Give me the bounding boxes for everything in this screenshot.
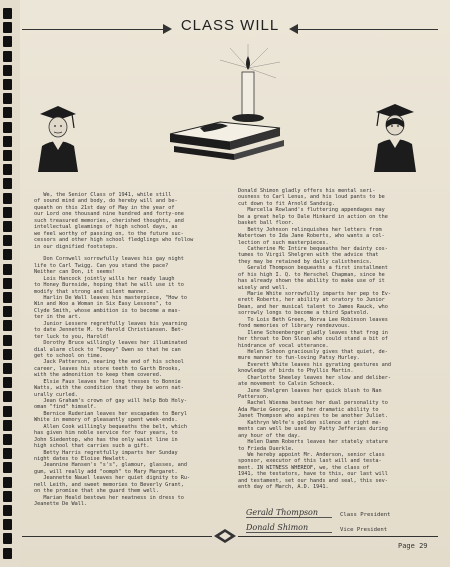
binding-hole	[3, 51, 12, 62]
will-text-line: June Shelgren leaves her quick blush to Nan	[238, 387, 382, 394]
will-text-line: Gerald Thompson bequeaths a first installment	[238, 265, 388, 272]
will-text-line: Watertown to Ida Jane Roberts, who wants a col-	[238, 233, 385, 240]
arrow-right-icon	[289, 24, 298, 34]
role-president: Class President	[340, 512, 391, 518]
will-text-line: sorrowly longs to become a third Spatvold.	[238, 310, 370, 317]
will-text-line: Junior Lessere regretfully leaves his yearning	[34, 320, 188, 327]
will-text-line: her throat to Don Sloan who could stand a bit of	[238, 336, 388, 343]
will-text-line: cessors and other high school fledglings who follow	[34, 237, 194, 244]
binding-hole	[3, 434, 12, 445]
binding-hole	[3, 193, 12, 204]
binding-hole	[3, 249, 12, 260]
binding-hole	[3, 150, 12, 161]
will-text-line: to date Jennette M. to Harold Christiansen. Bet-	[34, 327, 184, 334]
will-text-line: John Siedentop, who has the only waist line in	[34, 436, 178, 443]
will-text-line: of sound mind and body, do hereby will and be-	[34, 198, 178, 205]
will-text-line: wisely and well.	[238, 284, 288, 291]
binding-hole	[3, 349, 12, 360]
binding-hole	[3, 320, 12, 331]
will-text-line: our Lord one thousand nine hundred and forty-one	[34, 211, 184, 218]
binding-hole	[3, 93, 12, 104]
will-text-line: Dean, and her musical talent to James Rauck, who	[238, 303, 388, 310]
will-text-line: Patterson.	[238, 394, 270, 400]
will-text-line: Dorothy Bruce willingly leaves her illuminated	[34, 340, 188, 347]
binding-hole	[3, 548, 12, 559]
header-rule-right	[298, 29, 438, 30]
binding-hole	[3, 22, 12, 33]
binding-hole	[3, 178, 12, 189]
binding-hole	[3, 36, 12, 47]
binding-hole	[3, 264, 12, 275]
will-text-line: Jeannine Hansen's "s's", glamour, glasses, and	[34, 462, 188, 469]
will-text-line: any hour of the day.	[238, 432, 301, 439]
will-text-line: Allen Cook willingly bequeaths the belt, which	[34, 423, 188, 430]
will-text-line: basket ball floor.	[238, 220, 295, 227]
will-text-line: enth day of March, A.D. 1941.	[238, 484, 329, 491]
will-text-line: Harlin De Wall leaves his masterpiece, "How to	[34, 295, 188, 301]
binding-hole	[3, 122, 12, 133]
role-vice-president: Vice President	[340, 527, 388, 533]
binding-hole	[3, 207, 12, 218]
binding-hole	[3, 136, 12, 147]
will-text-line: nell Leith, and sweet memories to Beverly Grant,	[34, 481, 184, 488]
will-text-line: Bernice Ruderian leaves her escapades to Beryl	[34, 410, 188, 417]
binding-hole	[3, 363, 12, 374]
binding-hole	[3, 462, 12, 473]
binding-hole	[3, 278, 12, 289]
will-text-line: with the admonition to keep them covered.	[34, 372, 163, 379]
binding-hole	[3, 391, 12, 402]
will-text-line: knowledge of birds to Phyllis Martin.	[238, 368, 354, 375]
binding-hole	[3, 491, 12, 502]
will-text-line: Marie White sorrowfully imparts her pep to Ev-	[238, 291, 392, 297]
will-text-line: lection of such masterpieces.	[238, 239, 329, 246]
binding-hole	[3, 533, 12, 544]
will-text-right-column	[238, 188, 391, 491]
will-text-line: Betty Johnson relinquishes her letters from	[238, 226, 382, 233]
signature-president: Gerald Thompson	[246, 508, 332, 518]
will-text-line: urally curled.	[34, 391, 78, 398]
will-text-line: Helen Schoon graciously gives that quiet, de-	[238, 348, 388, 355]
will-text-line: Marian Heald bestows her neatness in dress to	[34, 494, 184, 501]
will-text-line: mure manner to fun-loving Patsy Hurley.	[238, 355, 360, 362]
binding-hole	[3, 292, 12, 303]
candle-books-icon	[160, 42, 300, 162]
will-text-line: has given him noble service for four years, to	[34, 430, 178, 437]
binding-hole	[3, 79, 12, 90]
page-number: Page 29	[398, 542, 428, 550]
binding-hole	[3, 448, 12, 459]
will-text-line: of his high I. Q. to Herschel Chapman, since he	[238, 271, 385, 278]
page-title: CLASS WILL	[180, 17, 280, 34]
will-text-line: to Honey Burnside, hoping that he will use it to	[34, 282, 184, 289]
arrow-left-icon	[163, 24, 172, 34]
will-text-line: Marcella Rowland's fluttering appendages may	[238, 207, 385, 214]
will-text-line: ate movement to Calvin Schoeck.	[238, 381, 335, 388]
will-text-line: ter luck to you, Harold!	[34, 333, 109, 340]
will-text-line: Jeanette De Wall.	[34, 501, 88, 507]
binding-hole	[3, 8, 12, 19]
footer-ornament-icon	[214, 529, 236, 543]
will-text-line: Elsie Faux leaves her long tresses to Bonnie	[34, 378, 181, 385]
will-text-line: career, leaves his store teeth to Garth Brooks,	[34, 365, 181, 372]
will-text-line: dial alarm clock to "Dopey" Owen so that he can	[34, 346, 181, 353]
binding-hole	[3, 406, 12, 417]
graduate-right-icon	[368, 98, 422, 172]
will-text-line: Ada Marie George, and her dramatic ability to	[238, 406, 379, 413]
will-text-line: ment. IN WITNESS WHEREOF, we, the class of	[238, 464, 370, 471]
binding-hole	[3, 377, 12, 388]
will-text-line: Neither can Don, it seems!	[34, 269, 116, 276]
will-text-line: erett Roberts, her ability at oratory to Junior	[238, 297, 385, 304]
will-text-line: ter in the art.	[34, 314, 81, 321]
will-text-line: queath on this 21st day of May in the year of	[34, 204, 175, 211]
will-text-line: White in memory of pleasantly spent week-ends.	[34, 417, 178, 424]
will-text-line: to Frieda Duerkle.	[238, 445, 295, 452]
will-text-line: be a great help to Dale Hinkard in action on the	[238, 213, 388, 220]
header-rule-left	[22, 29, 163, 30]
footer-rule-right	[238, 536, 438, 537]
will-text-line: Charlotte Sheeley leaves her slow and deliber-	[238, 374, 392, 381]
will-text-line: high school that carries such a gift.	[34, 443, 150, 450]
binding-hole	[3, 505, 12, 516]
will-text-line: Janet Thompson who aspires to be another Juliet.	[238, 413, 388, 420]
will-text-left-column	[34, 192, 193, 507]
will-text-line: Don Cornwell sorrowfully leaves his gay night	[34, 256, 184, 263]
binding-hole	[3, 420, 12, 431]
will-text-line: ousness to Carl Lenus, and his loud pants to be	[238, 194, 385, 201]
will-text-line: Clyde Smith, whose ambition is to become a mas-	[34, 307, 181, 314]
will-text-line: and testament, set our hands and seal, this sev-	[238, 477, 388, 484]
will-text-line: Jack Patterson, nearing the end of his school	[34, 359, 184, 366]
will-text-line: cut down to fit Arnold Sandvig.	[238, 200, 335, 207]
will-text-line: such treasured memories, cherished thoughts, and	[34, 217, 184, 224]
will-text-line: Ilene Schoenberger gladly leaves that frog in	[238, 329, 388, 336]
binding-hole	[3, 221, 12, 232]
will-text-line: Helen Damm Roberts leaves her stately stature	[238, 439, 388, 446]
binding-hole	[3, 477, 12, 488]
will-text-line: has already shown the ability to make use of it	[238, 278, 385, 285]
graduate-left-icon	[32, 100, 84, 172]
will-text-line: sponsor, executor of this last will and testa-	[238, 458, 382, 465]
will-text-line: fond memories of library rendezvous.	[238, 323, 351, 330]
will-text-line: Watts, with the condition that they be worn nat-	[34, 385, 184, 392]
signature-vice-president: Donald Shimon	[246, 523, 332, 533]
will-text-line: they may be retained by daily calisthenics.	[238, 258, 373, 265]
binding-hole	[3, 65, 12, 76]
will-text-line: Rachel Wiesma bestows her dual personality to	[238, 400, 388, 407]
will-text-line: intellectual gleamings of high school days, as	[34, 224, 178, 231]
will-text-line: Win and Woo a Woman in Six Easy Lessons", to	[34, 301, 172, 308]
binding-hole	[3, 235, 12, 246]
will-text-line: on the promise that she guard them well.	[34, 488, 159, 495]
binding-hole	[3, 164, 12, 175]
will-text-line: get to school on time.	[34, 352, 103, 359]
will-text-line: we feel worthy of passing on, to the future suc-	[34, 230, 184, 237]
footer-rule-left	[22, 536, 212, 537]
will-text-line: oman "find" himself.	[34, 404, 97, 411]
will-text-line: We hereby appoint Mr. Anderson, senior class	[238, 451, 385, 458]
will-text-line: Donald Shimon gladly offers his mental seri-	[238, 188, 376, 194]
will-text-line: in our dignified footsteps.	[34, 243, 119, 250]
binding-hole	[3, 107, 12, 118]
will-text-line: Betty Harris regretfully imparts her Sunday	[34, 449, 178, 456]
will-text-line: hindrance of vocal utterance.	[238, 342, 329, 349]
will-text-line: Lois Hancock jointly wills her ready laugh	[34, 275, 175, 282]
will-text-line: Catherine Mc Intire bequeaths her dainty cos-	[238, 245, 388, 252]
binding-hole	[3, 335, 12, 346]
binding-hole	[3, 306, 12, 317]
binding-hole	[3, 519, 12, 530]
will-text-line: tumes to Virgil Shelgren with the advice that	[238, 252, 379, 259]
will-text-line: We, the Senior Class of 1941, while still	[34, 192, 172, 198]
will-text-line: Kathryn Wolfe's golden silence at right me-	[238, 419, 382, 426]
will-text-line: To Lois Beth Green, Norva Lee Robinson leaves	[238, 316, 388, 323]
will-text-line: ments can well be used by Patty Jefferies during	[238, 426, 388, 433]
will-text-line: 1941, the testators, have to this, our last will	[238, 471, 388, 478]
will-text-line: life to Carl Twigg. Can you stand the pace?	[34, 262, 169, 269]
spiral-binding	[0, 0, 20, 567]
will-text-line: night dates to Eloise Hewlett.	[34, 455, 128, 462]
will-text-line: modify that strong and silent manner.	[34, 288, 150, 295]
will-text-line: Jeannette Nauel leaves her quiet dignity to Ru-	[34, 475, 191, 482]
will-text-line: Jean Graham's crown of gay will help Bob Holy-	[34, 398, 188, 404]
will-text-line: Everett White leaves his gyrating gestures and	[238, 361, 392, 368]
will-text-line: gum, will really add "oomph" to Mary Margaret.	[34, 468, 178, 475]
